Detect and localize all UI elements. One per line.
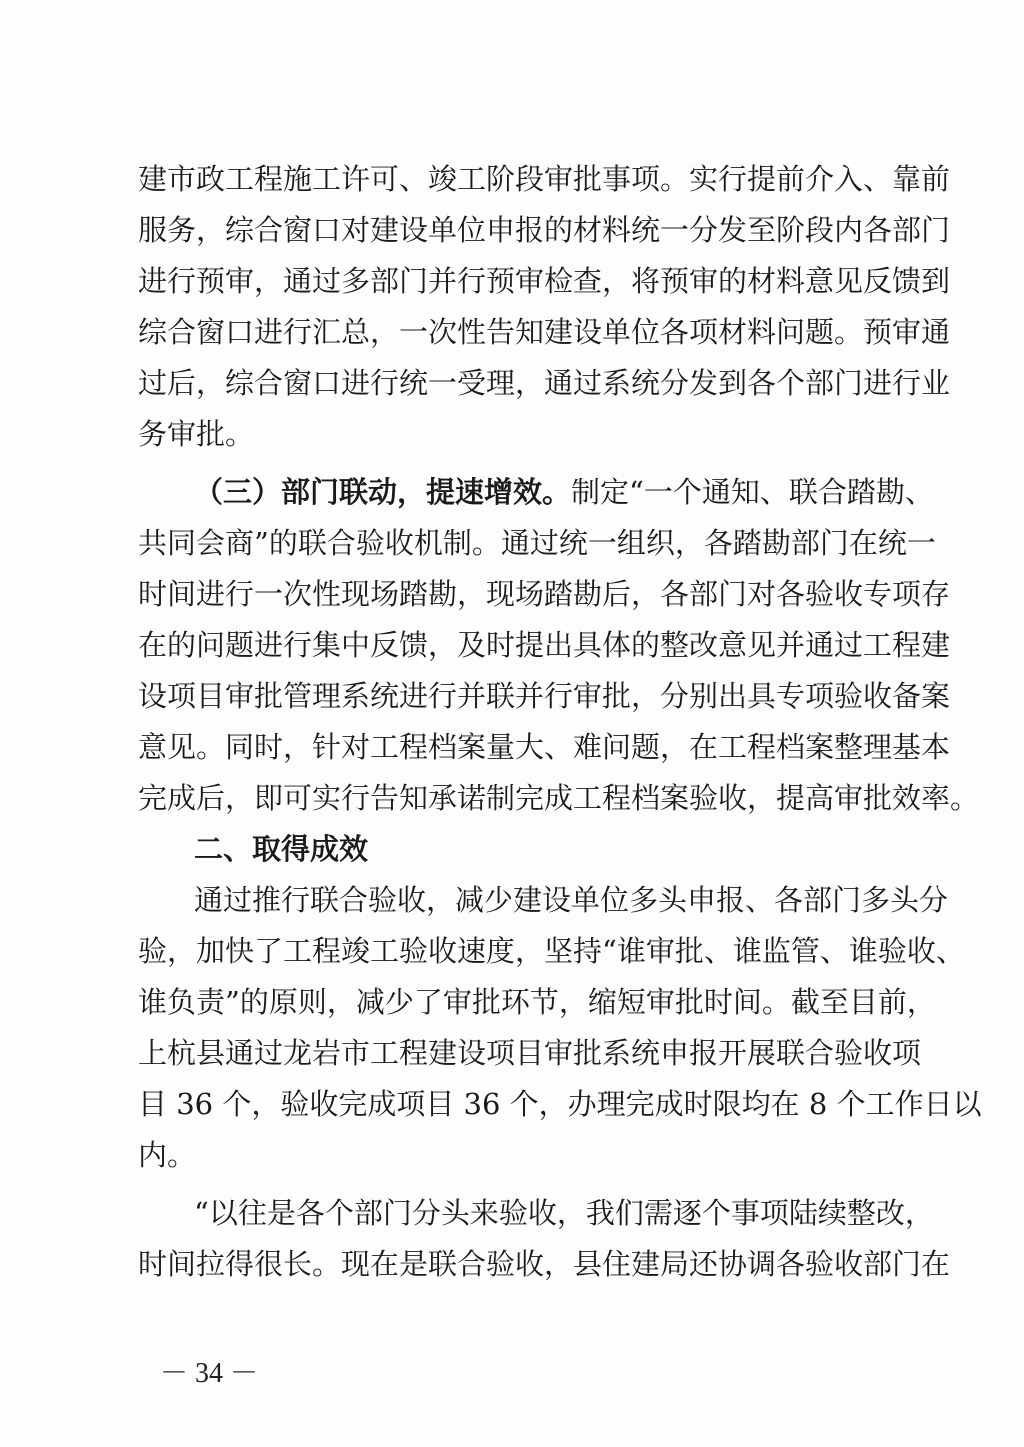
text-line: 意见。同时，针对工程档案量大、难问题，在工程档案整理基本 <box>138 730 951 764</box>
paragraph-department-linkage <box>138 467 980 824</box>
text-line: 综合窗口进行汇总，一次性告知建设单位各项材料问题。预审通 <box>138 315 951 349</box>
text-line: 内。 <box>138 1138 197 1172</box>
text-line <box>138 467 934 518</box>
text-line: 谁负责”的原则，减少了审批环节，缩短审批时间。截至目前， <box>138 985 936 1019</box>
text-line: 进行预审，通过多部门并行预审检查，将预审的材料意见反馈到 <box>138 264 951 298</box>
text-line: 共同会商”的联合验收机制。通过统一组织，各踏勘部门在统一 <box>138 526 936 560</box>
section-lead-heading: （三）部门联动，提速增效。 <box>194 475 572 509</box>
text-line: 设项目审批管理系统进行并联并行审批，分别出具专项验收备案 <box>138 679 951 713</box>
text-line: 完成后，即可实行告知承诺制完成工程档案验收，提高审批效率。 <box>138 781 980 815</box>
text-run: 制定“一个通知、联合踏勘、 <box>571 475 934 509</box>
text-line: 过后，综合窗口进行统一受理，通过系统分发到各个部门进行业 <box>138 366 951 400</box>
text-line: 验，加快了工程竣工验收速度，坚持“谁审批、谁监管、谁验收、 <box>138 934 965 968</box>
text-line: “以往是各个部门分头来验收，我们需逐个事项陆续整改， <box>194 1196 934 1230</box>
text-line: 上杭县通过龙岩市工程建设项目审批系统申报开展联合验收项 <box>138 1036 922 1070</box>
text-line: 在的问题进行集中反馈，及时提出具体的整改意见并通过工程建 <box>138 628 951 662</box>
paragraph-quote <box>138 1188 951 1290</box>
text-line: 务审批。 <box>138 417 255 451</box>
paragraph-results <box>138 875 982 1181</box>
text-line: 服务，综合窗口对建设单位申报的材料统一分发至阶段内各部门 <box>138 213 951 247</box>
text-line: 时间拉得很长。现在是联合验收，县住建局还协调各验收部门在 <box>138 1247 951 1281</box>
section-heading-results <box>138 824 898 875</box>
paragraph-approval-process <box>138 154 951 460</box>
page-number: － 34 － <box>160 1358 259 1389</box>
text-line: 目 36 个，验收完成项目 36 个，办理完成时限均在 8 个工作日以 <box>138 1087 982 1121</box>
text-line: 通过推行联合验收，减少建设单位多头申报、各部门多头分 <box>194 883 949 917</box>
text-line: 建市政工程施工许可、竣工阶段审批事项。实行提前介入、靠前 <box>138 162 951 196</box>
section-heading: 二、取得成效 <box>194 832 369 866</box>
text-line: 时间进行一次性现场踏勘，现场踏勘后，各部门对各验收专项存 <box>138 577 951 611</box>
